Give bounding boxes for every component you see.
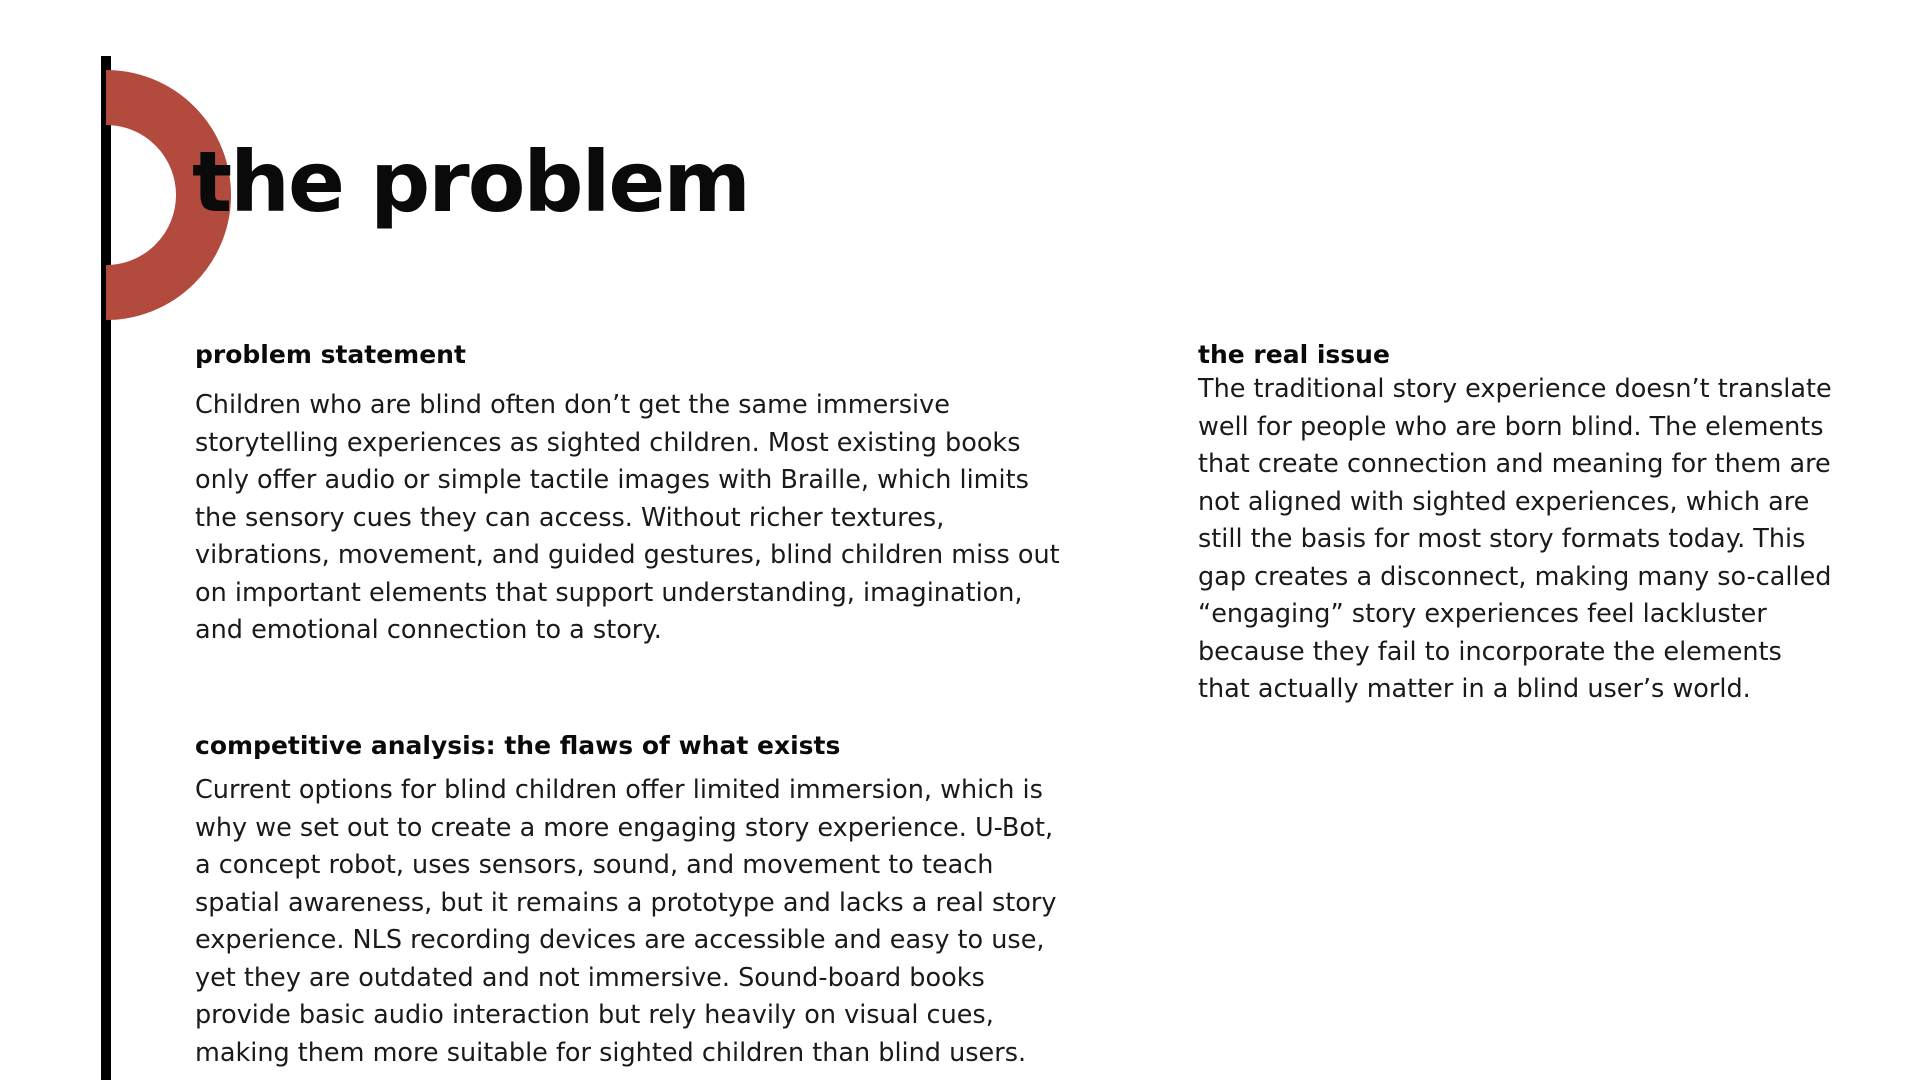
- problem-statement-body: Children who are blind often don’t get the same immersive storytelling experiences as sighted children. Most existing books only offer audio or simple tactile images with Braille, which limits the sensory cues they can access. Without richer textures, vibrations, movement, and guided gestures, blind children miss out on important elements that support understanding, imagination, and emotional connection to a story.: [195, 390, 1060, 645]
- problem-statement-section: [195, 340, 1075, 650]
- competitive-analysis-body: Current options for blind children offer limited immersion, which is why we set out to create a more engaging story experience. U-Bot, a concept robot, uses sensors, sound, and movement to teach spatial awareness, but it remains a prototype and lacks a real story experience. NLS recording devices are accessible and easy to use, yet they are outdated and not immersive. Sound-board books provide basic audio interaction but rely heavily on visual cues, making them more suitable for sighted children than blind users.: [195, 775, 1057, 1068]
- problem-statement-heading: problem statement: [195, 340, 466, 369]
- real-issue-body: The traditional story experience doesn’t translate well for people who are born blind. The elements that create connection and meaning for them are not aligned with sighted experiences, which are still the basis for most story formats today. This gap creates a disconnect, making many so-called “engaging” story experiences feel lackluster because they fail to incorporate the elements that actually matter in a blind user’s world.: [1198, 374, 1832, 704]
- real-issue-heading: the real issue: [1198, 340, 1390, 369]
- real-issue-section: [1198, 340, 1838, 709]
- page-title: the problem: [192, 133, 749, 231]
- competitive-analysis-section: [195, 731, 1075, 1072]
- competitive-analysis-heading: competitive analysis: the flaws of what exists: [195, 731, 841, 760]
